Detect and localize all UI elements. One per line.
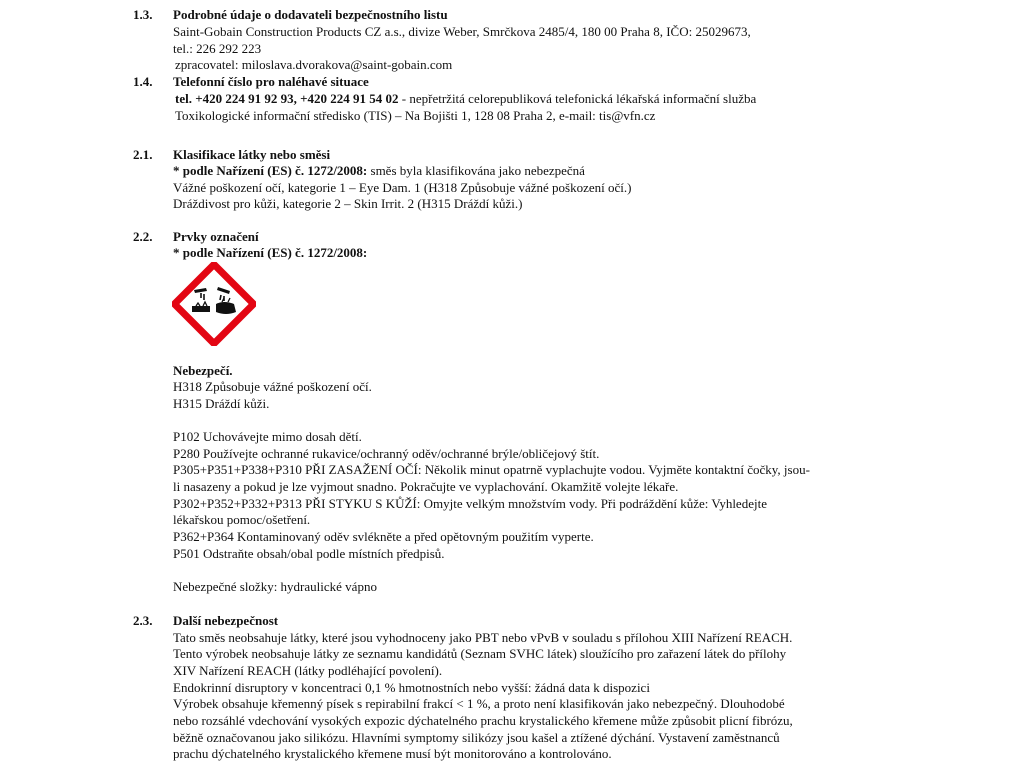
section-1-3-number: 1.3.: [133, 7, 153, 22]
precaution-eyes-line2: li nasazeny a pokud je lze vyjmout snadno. Pokračujte ve vyplachování. Okamžitě volejte lékaře.: [173, 479, 679, 494]
ghs05-corrosion-icon: [172, 262, 256, 346]
supplier-contact-email: zpracovatel: miloslava.dvorakova@saint-gobain.com: [175, 57, 453, 72]
classification-skin-irrit: Dráždivost pro kůži, kategorie 2 – Skin Irrit. 2 (H315 Dráždí kůži.): [173, 196, 523, 211]
section-2-1-title: Klasifikace látky nebo směsi: [173, 147, 331, 162]
section-1-4-title: Telefonní číslo pro naléhavé situace: [173, 74, 369, 89]
label-regulation-reference: * podle Nařízení (ES) č. 1272/2008:: [173, 245, 368, 260]
precaution-p362: P362+P364 Kontaminovaný oděv svlékněte a před opětovným použitím vyperte.: [173, 529, 594, 544]
classification-result: směs byla klasifikována jako nebezpečná: [367, 163, 585, 178]
section-2-3-number: 2.3.: [133, 613, 153, 628]
supplier-address: Saint-Gobain Construction Products CZ a.s., divize Weber, Smrčkova 2485/4, 180 00 Praha 8, IČO: 25029673,: [173, 24, 751, 39]
classification-eye-dam: Vážné poškození očí, kategorie 1 – Eye Dam. 1 (H318 Způsobuje vážné poškození očí.): [173, 180, 632, 195]
section-2-2-number: 2.2.: [133, 229, 153, 244]
other-hazards-line: Výrobek obsahuje křemenný písek s repirabilní frakcí < 1 %, a proto není klasifikován jako nebezpečný. Dlouhodobé: [173, 696, 785, 711]
emergency-phone-line: [175, 91, 756, 107]
toxicology-center: Toxikologické informační středisko (TIS) – Na Bojišti 1, 128 08 Praha 2, e-mail: tis@vfn.cz: [175, 108, 656, 123]
other-hazards-line: Endokrinní disruptory v koncentraci 0,1 % hmotnostních nebo vyšší: žádná data k dispozici: [173, 680, 650, 695]
hazard-statement-h318: H318 Způsobuje vážné poškození očí.: [173, 379, 372, 394]
hazard-statement-h315: H315 Dráždí kůži.: [173, 396, 270, 411]
section-2-2-title: Prvky označení: [173, 229, 259, 244]
regulation-reference: * podle Nařízení (ES) č. 1272/2008:: [173, 163, 368, 178]
precaution-p102: P102 Uchovávejte mimo dosah dětí.: [173, 429, 362, 444]
other-hazards-line: XIV Nařízení REACH (látky podléhající povolení).: [173, 663, 443, 678]
other-hazards-line: prachu dýchatelného krystalického křemene musí být monitorováno a kontrolováno.: [173, 746, 612, 761]
other-hazards-line: Tato směs neobsahuje látky, které jsou vyhodnoceny jako PBT nebo vPvB v souladu s přílohou XIII Nařízení REACH.: [173, 630, 793, 645]
hazardous-components: Nebezpečné složky: hydraulické vápno: [173, 579, 377, 594]
precaution-p501: P501 Odstraňte obsah/obal podle místních předpisů.: [173, 546, 445, 561]
other-hazards-line: Tento výrobek neobsahuje látky ze seznamu kandidátů (Seznam SVHC látek) sloužícího pro zařazení látek do přílohy: [173, 646, 787, 661]
section-1-4-number: 1.4.: [133, 74, 153, 89]
other-hazards-line: běžně označovanou jako silikózu. Hlavními symptomy silikózy jsou kašel a ztížené dýchání. Vystavení zaměstnanců: [173, 730, 780, 745]
section-2-3-title: Další nebezpečnost: [173, 613, 279, 628]
classification-regulation-line: [173, 163, 585, 179]
precaution-eyes-line1: P305+P351+P338+P310 PŘI ZASAŽENÍ OČÍ: Několik minut opatrně vyplachujte vodou. Vyjměte kontaktní čočky, jsou-: [173, 462, 810, 477]
section-2-1-number: 2.1.: [133, 147, 153, 162]
emergency-phone-numbers: tel. +420 224 91 92 93, +420 224 91 54 02: [175, 91, 399, 106]
precaution-p280: P280 Používejte ochranné rukavice/ochranný oděv/ochranné brýle/obličejový štít.: [173, 446, 600, 461]
precaution-skin-line2: lékařskou pomoc/ošetření.: [173, 512, 311, 527]
other-hazards-line: nebo rozsáhlé vdechování vysokých expozic dýchatelného prachu krystalického křemene může způsobit plicní fibrózu,: [173, 713, 793, 728]
supplier-phone: tel.: 226 292 223: [173, 41, 262, 56]
signal-word: Nebezpečí.: [173, 363, 233, 378]
emergency-phone-description: - nepřetržitá celorepubliková telefonická lékařská informační služba: [398, 91, 757, 106]
section-1-3-title: Podrobné údaje o dodavateli bezpečnostního listu: [173, 7, 448, 22]
precaution-skin-line1: P302+P352+P332+P313 PŘI STYKU S KŮŽÍ: Omyjte velkým množstvím vody. Při podráždění kůže: Vyhledejte: [173, 496, 767, 511]
